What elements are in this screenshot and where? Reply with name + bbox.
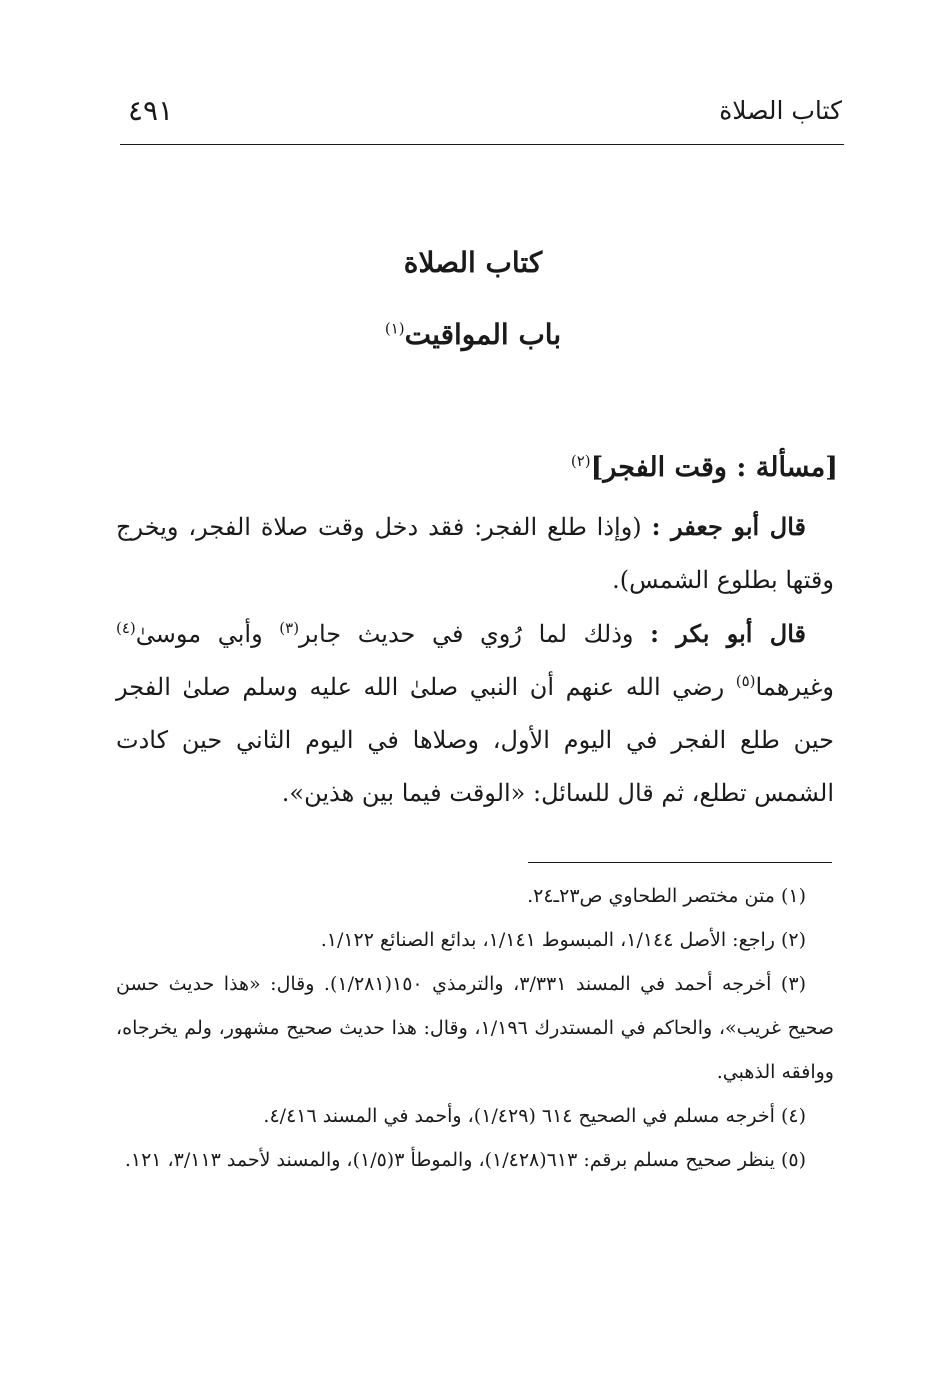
paragraph-abu-jafar-text: (وإذا طلع الفجر: فقد دخل وقت صلاة الفجر، ويخرج وقتها بطلوع الشمس).	[116, 513, 834, 594]
paragraph-abu-bakr-text-4: رضي الله عنهم أن النبي صلىٰ الله عليه وسلم صلىٰ الفجر حين طلع الفجر في اليوم الأول، وصلاها في اليوم الثاني حين كادت الشمس تطلع، ثم قال للسائل: «الوقت فيما بين هذين».	[116, 673, 835, 807]
footnote-ref-3[interactable]: (٣)	[279, 619, 300, 637]
main-text	[116, 500, 834, 820]
footnote-4: (٤) أخرجه مسلم في الصحيح ٦١٤ (١/٤٢٩)، وأحمد في المسند ٤/٤١٦.	[263, 1105, 806, 1127]
footnote-ref-4[interactable]: (٤)	[116, 619, 136, 637]
paragraph-abu-bakr-text-3: وغيرهما	[755, 673, 834, 701]
footnote-separator	[528, 862, 832, 863]
footnote-1: (١) متن مختصر الطحاوي ص٢٣ـ٢٤.	[527, 885, 806, 907]
book-title	[0, 246, 946, 279]
footnote-2: (٢) راجع: الأصل ١/١٤٤، المبسوط ١/١٤١، بدائع الصنائع ١/١٢٢.	[320, 929, 806, 951]
paragraph-abu-bakr-text-2: وأبي موسىٰ	[135, 620, 263, 648]
footnote-ref-2[interactable]: (٢)	[570, 452, 591, 470]
speaker-abu-jafar: قال أبو جعفر :	[651, 512, 806, 541]
footnote-ref-1[interactable]: (١)	[384, 319, 405, 338]
footnotes	[116, 874, 834, 1182]
running-header-title: كتاب الصلاة	[719, 96, 842, 125]
header-rule	[120, 144, 844, 145]
issue-heading	[571, 452, 838, 483]
footnote-5: (٥) ينظر صحيح مسلم برقم: ٦١٣(١/٤٢٨)، والموطأ ٣(١/٥)، والمسند لأحمد ٣/١١٣، ١٢١.	[124, 1149, 806, 1171]
footnote-ref-5[interactable]: (٥)	[735, 672, 756, 690]
paragraph-abu-bakr-text-1: وذلك لما رُوي في حديث جابر	[299, 620, 634, 648]
paragraph-abu-bakr	[116, 607, 834, 820]
issue-title-text: [مسألة : وقت الفجر]	[590, 452, 838, 483]
paragraph-abu-jafar	[116, 500, 834, 607]
chapter-title-text: باب المواقيت	[404, 318, 562, 351]
chapter-title	[0, 318, 946, 351]
book-title-text: كتاب الصلاة	[403, 246, 543, 279]
speaker-abu-bakr: قال أبو بكر :	[650, 619, 806, 648]
footnote-3: (٣) أخرجه أحمد في المسند ٣/٣٣١، والترمذي ١٥٠(١/٢٨١). وقال: «هذا حديث حسن صحيح غريب»، والحاكم في المستدرك ١/١٩٦، وقال: هذا حديث صحيح مشهور، ولم يخرجاه، ووافقه الذهبي.	[116, 973, 834, 1083]
page-number: ٤٩١	[128, 94, 174, 127]
